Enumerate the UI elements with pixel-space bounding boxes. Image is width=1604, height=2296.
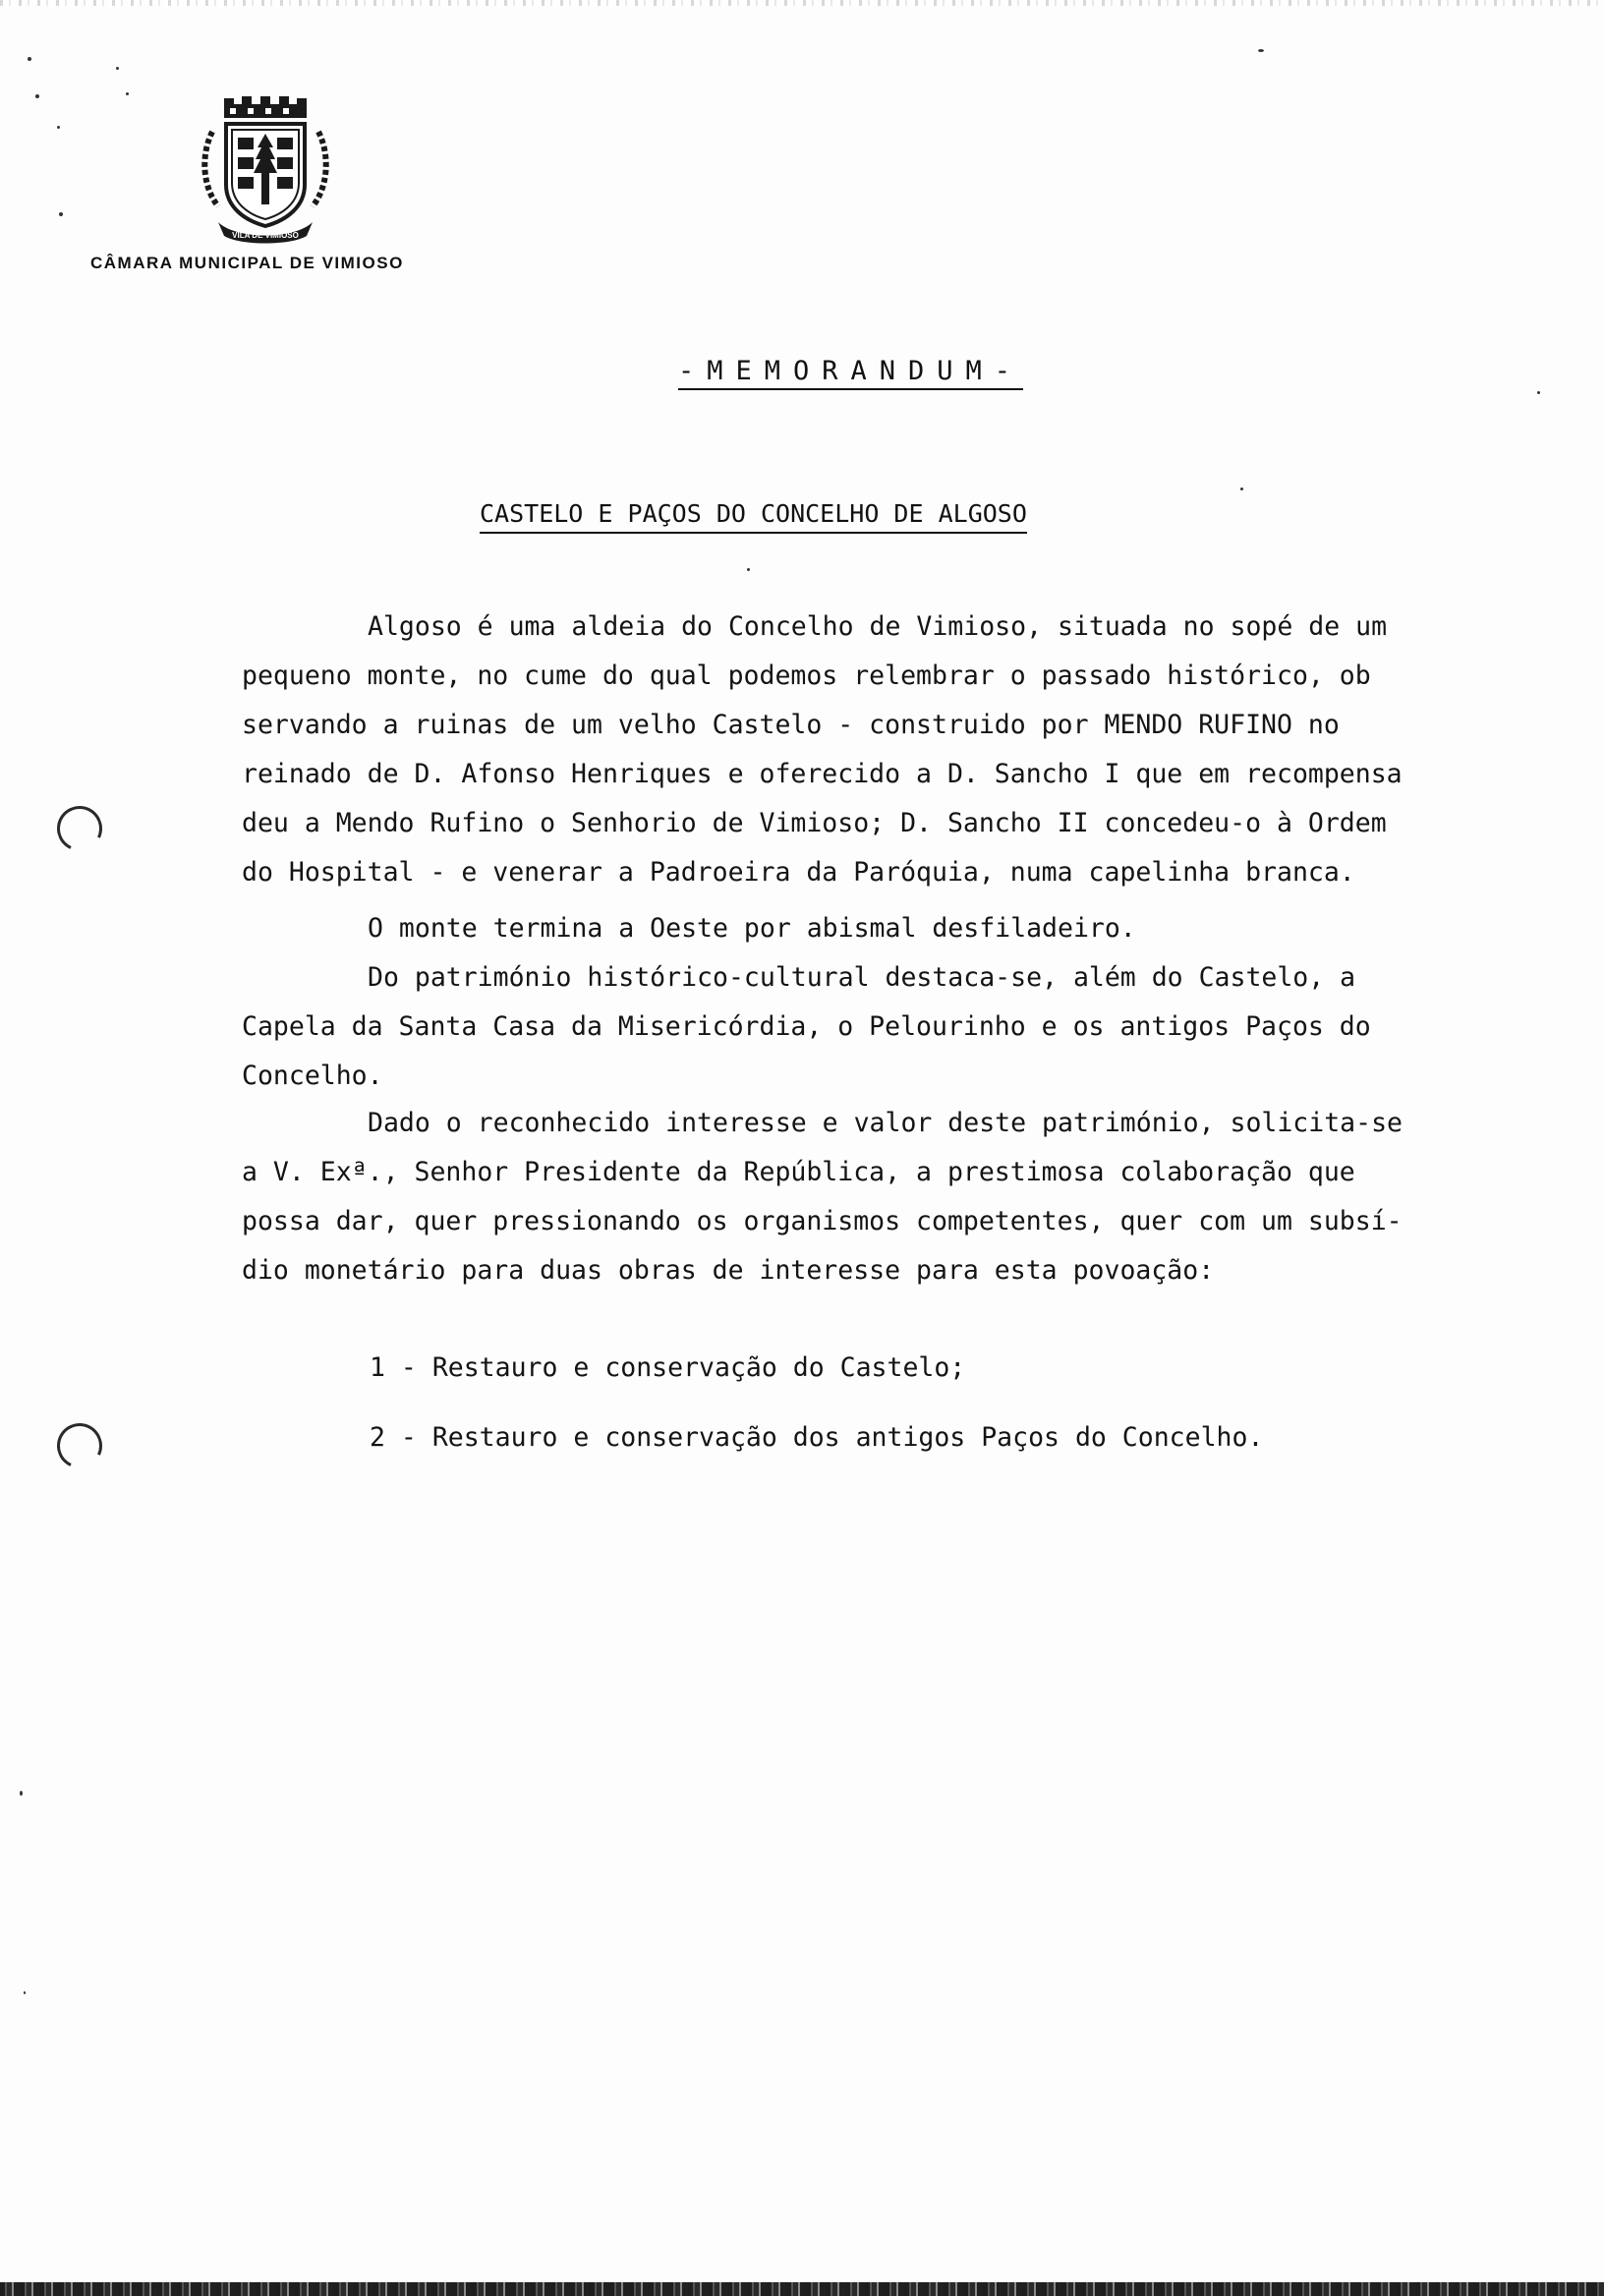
text-line: do Hospital - e venerar a Padroeira da Paróquia, numa capelinha branca. [242, 857, 1355, 888]
municipality-name: CÂMARA MUNICIPAL DE VIMIOSO [90, 254, 404, 272]
municipal-crest [197, 96, 334, 244]
text-line: possa dar, quer pressionando os organismos competentes, quer com um subsí- [242, 1206, 1403, 1236]
paragraph-4 [242, 1099, 1559, 1295]
text-line: a V. Exª., Senhor Presidente da República, a prestimosa colaboração que [242, 1157, 1355, 1187]
hole-punch-top [51, 800, 109, 858]
text-line: deu a Mendo Rufino o Senhorio de Vimioso; D. Sancho II concedeu-o à Ordem [242, 808, 1387, 838]
paragraph-1 [242, 603, 1559, 897]
text-line: Algoso é uma aldeia do Concelho de Vimioso, situada no sopé de um [368, 611, 1388, 642]
scan-speck [1258, 49, 1264, 52]
list-item-1: 1 - Restauro e conservação do Castelo; [370, 1352, 966, 1383]
scan-speck [747, 568, 750, 571]
scan-speck [1537, 391, 1540, 394]
scan-top-edge [0, 0, 1604, 6]
memo-title [678, 356, 1023, 386]
scan-speck [28, 57, 31, 61]
scan-speck [116, 67, 119, 70]
memo-subject: CASTELO E PAÇOS DO CONCELHO DE ALGOSO [480, 499, 1027, 534]
paragraph-3 [242, 953, 1559, 1101]
text-line: pequeno monte, no cume do qual podemos relembrar o passado histórico, ob [242, 660, 1371, 691]
hole-punch-bottom [51, 1417, 109, 1475]
crest-emblem-icon [197, 96, 334, 244]
scan-speck [1240, 488, 1243, 490]
scan-speck [126, 92, 129, 95]
scan-speck [59, 212, 63, 216]
paragraph-2 [242, 904, 1559, 953]
memo-title-text: -MEMORANDUM- [678, 356, 1023, 390]
scan-bottom-edge [0, 2282, 1604, 2296]
scan-speck [24, 1991, 26, 1994]
text-line: Capela da Santa Casa da Misericórdia, o Pelourinho e os antigos Paços do [242, 1011, 1371, 1042]
text-line: Concelho. [242, 1061, 383, 1091]
text-line: servando a ruinas de um velho Castelo - construido por MENDO RUFINO no [242, 710, 1340, 740]
scan-speck [20, 1791, 23, 1796]
text-line: Dado o reconhecido interesse e valor deste património, solicita-se [368, 1108, 1403, 1138]
crest-ribbon-text: VILA DE VIMIOSO [232, 231, 299, 240]
scan-speck [35, 94, 39, 98]
text-line: O monte termina a Oeste por abismal desfiladeiro. [368, 913, 1136, 944]
text-line: Do património histórico-cultural destaca-se, além do Castelo, a [368, 962, 1356, 993]
list-item-2: 2 - Restauro e conservação dos antigos Paços do Concelho. [370, 1422, 1264, 1453]
text-line: dio monetário para duas obras de interesse para esta povoação: [242, 1255, 1215, 1286]
text-line: reinado de D. Afonso Henriques e oferecido a D. Sancho I que em recompensa [242, 759, 1403, 789]
scan-speck [57, 126, 60, 129]
